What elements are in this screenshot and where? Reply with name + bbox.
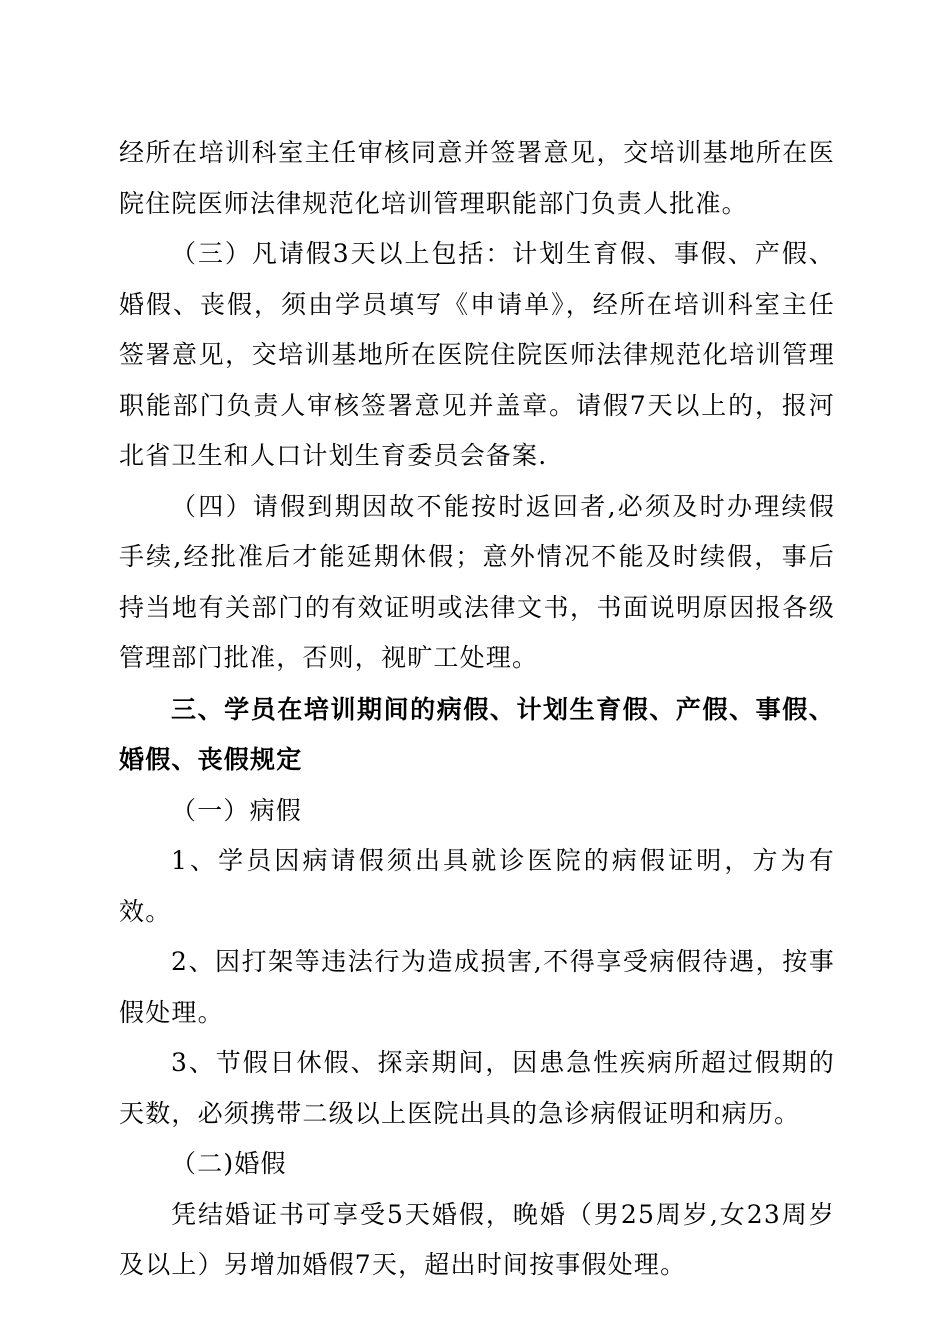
- marriage-leave-title: （二)婚假: [171, 1149, 287, 1178]
- sick-leave-item-1: 1、学员因病请假须出具就诊医院的病假证明，方为有效。: [119, 846, 835, 926]
- marriage-leave-text: 凭结婚证书可享受5天婚假，晚婚（男25周岁,女23周岁及以上）另增加婚假7天，超出时间按事假处理。: [119, 1199, 835, 1279]
- sick-leave-item-2: 2、因打架等违法行为造成损害,不得享受病假待遇，按事假处理。: [119, 947, 835, 1027]
- document-body: [119, 128, 835, 1291]
- paragraph-item-three: （三）凡请假3天以上包括：计划生育假、事假、产假、婚假、丧假，须由学员填写《申请单》，经所在培训科室主任签署意见，交培训基地所在医院住院医师法律规范化培训管理职能部门负责人审核签署意见并盖章。请假7天以上的，报河北省卫生和人口计划生育委员会备案.: [119, 239, 835, 470]
- section-heading: 三、学员在培训期间的病假、计划生育假、产假、事假、婚假、丧假规定: [119, 694, 835, 774]
- paragraph-continuation: 经所在培训科室主任审核同意并签署意见，交培训基地所在医院住院医师法律规范化培训管理职能部门负责人批准。: [119, 138, 835, 218]
- sick-leave-item-3: 3、节假日休假、探亲期间，因患急性疾病所超过假期的天数，必须携带二级以上医院出具的急诊病假证明和病历。: [119, 1048, 835, 1128]
- sick-leave-title: （一）病假: [171, 795, 303, 825]
- paragraph-item-four: （四）请假到期因故不能按时返回者,必须及时办理续假手续,经批准后才能延期休假；意外情况不能及时续假，事后持当地有关部门的有效证明或法律文书，书面说明原因报各级管理部门批准，否则，视旷工处理。: [119, 491, 835, 672]
